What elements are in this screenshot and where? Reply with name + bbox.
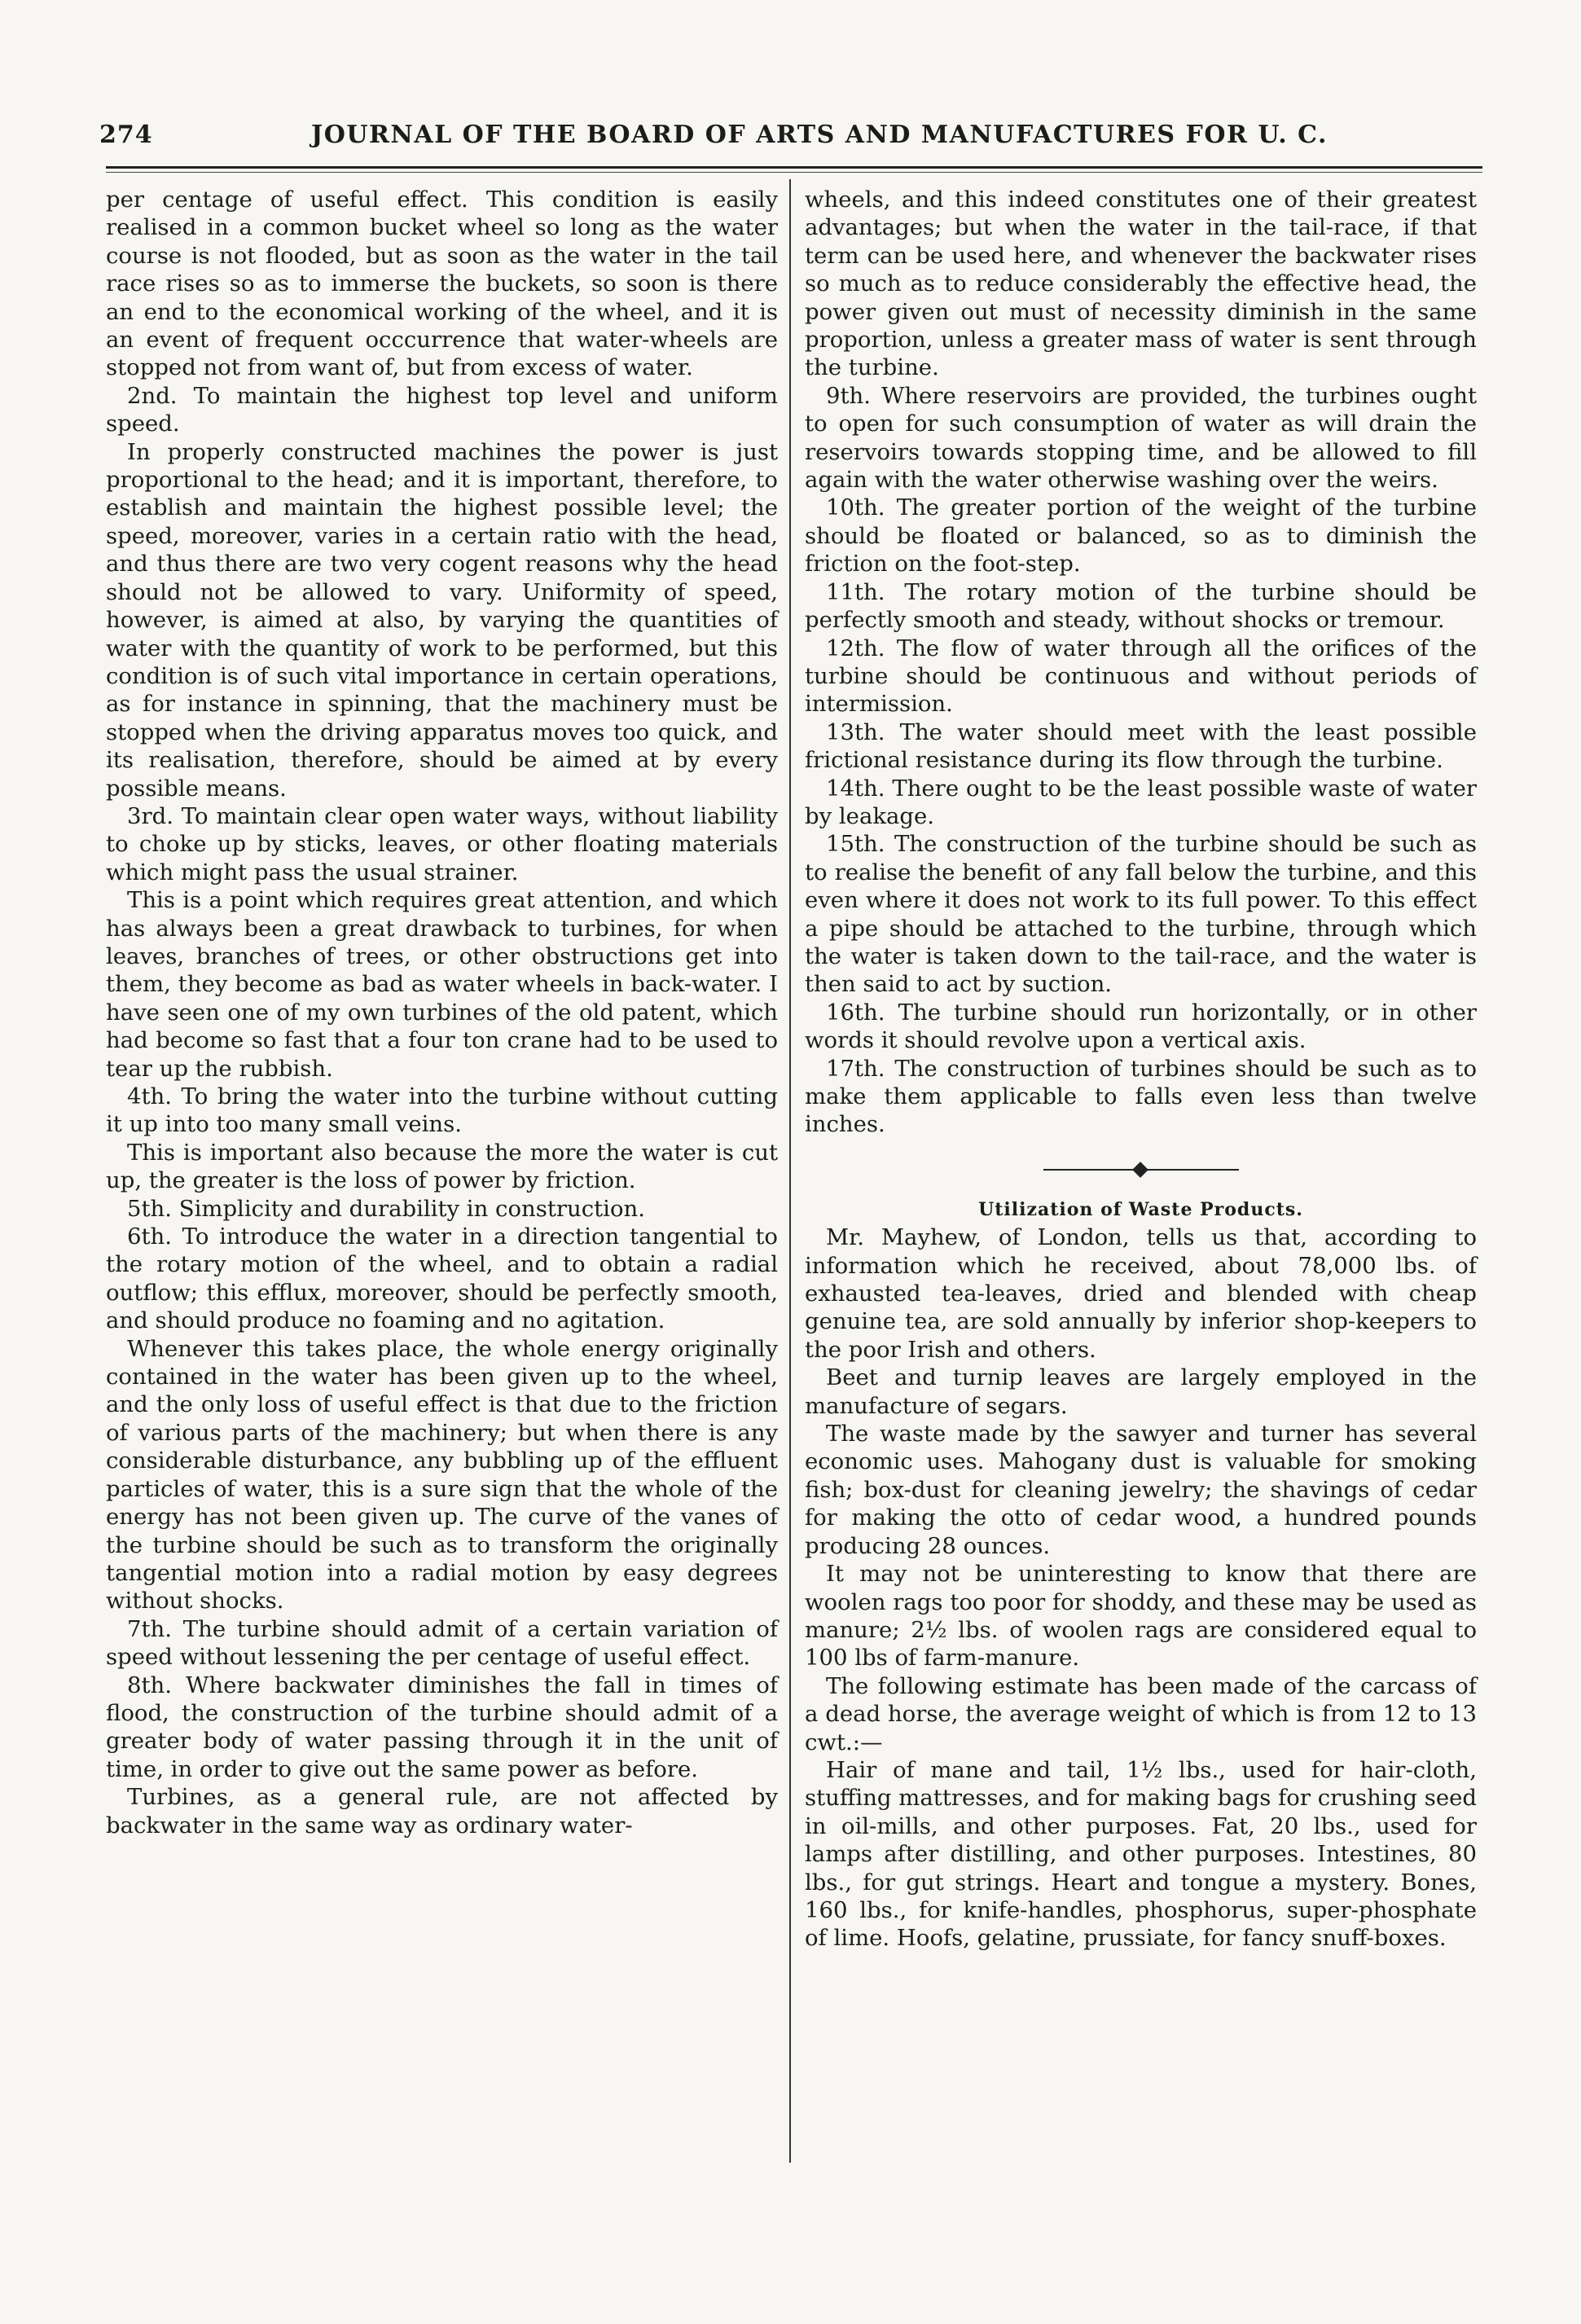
paragraph: 3rd. To maintain clear open water ways, without liability to choke up by sticks, leaves, or other floating materials which might pass the usual strainer.	[106, 802, 778, 885]
paragraph: 5th. Simplicity and durability in construction.	[127, 1195, 645, 1222]
paragraph: 8th. Where backwater diminishes the fall in times of flood, the construction of the turbine should admit of a greater body of water passing through it in the unit of time, in order to give out the same power as before.	[106, 1672, 778, 1782]
page-header	[99, 121, 1484, 160]
paragraph: 2nd. To maintain the highest top level and uniform speed.	[106, 382, 778, 437]
paragraph: The following estimate has been made of the carcass of a dead horse, the average weight of which is from 12 to 13 cwt.:—	[805, 1672, 1477, 1755]
paragraph: Hair of mane and tail, 1½ lbs., used for hair-cloth, stuffing mattresses, and for making bags for crushing seed in oil-mills, and other purposes. Fat, 20 lbs., used for lamps after distilling, and other purposes. Intestines, 80 lbs., for gut strings. Heart and tongue a mystery. Bones, 160 lbs., for knife-handles, phosphorus, super-phosphate of lime. Hoofs, gelatine, prussiate, for fancy snuff-boxes.	[805, 1756, 1477, 1952]
paragraph: 14th. There ought to be the least possible waste of water by leakage.	[805, 775, 1477, 829]
page-number: 274	[99, 121, 153, 149]
paragraph: This is a point which requires great attention, and which has always been a great drawback to turbines, for when leaves, branches of trees, or other obstructions get into them, they become as bad as water wheels in back-water. I have seen one of my own turbines of the old patent, which had become so fast that a four ton crane had to be used to tear up the rubbish.	[106, 887, 778, 1082]
paragraph: 6th. To introduce the water in a direction tangential to the rotary motion of the wheel, and to obtain a radial outflow; this efflux, moreover, should be perfectly smooth, and should produce no foaming and no agitation.	[106, 1224, 778, 1334]
paragraph: 15th. The construction of the turbine should be such as to realise the benefit of any fall below the turbine, and this even where it does not work to its full power. To this effect a pipe should be attached to the turbine, through which the water is taken down to the tail-race, and the water is then said to act by suction.	[805, 831, 1477, 998]
paragraph: 4th. To bring the water into the turbine without cutting it up into too many small veins.	[106, 1083, 778, 1138]
header-rule	[106, 166, 1482, 169]
left-column	[106, 186, 778, 1839]
header-rule-thin	[106, 172, 1482, 173]
paragraph: 13th. The water should meet with the least possible frictional resistance during its flow through the turbine.	[805, 718, 1477, 774]
paragraph: This is important also because the more the water is cut up, the greater is the loss of power by friction.	[106, 1139, 778, 1194]
paragraph: Turbines, as a general rule, are not affected by backwater in the same way as ordinary water-	[106, 1784, 778, 1839]
paragraph: wheels, and this indeed constitutes one of their greatest advantages; but when the water in the tail-race, if that term can be used here, and whenever the backwater rises so much as to reduce considerably the effective head, the power given out must of necessity diminish in the same proportion, unless a greater mass of water is sent through the turbine.	[805, 187, 1477, 381]
section-ornament	[1043, 1162, 1239, 1178]
paragraph: 16th. The turbine should run horizontally, or in other words it should revolve upon a vertical axis.	[805, 999, 1477, 1054]
section-heading: Utilization of Waste Products.	[978, 1198, 1303, 1220]
paragraph: 17th. The construction of turbines should be such as to make them applicable to falls even less than twelve inches.	[805, 1055, 1477, 1138]
paragraph: It may not be uninteresting to know that there are woolen rags too poor for shoddy, and these may be used as manure; 2½ lbs. of woolen rags are considered equal to 100 lbs of farm-manure.	[805, 1561, 1477, 1672]
paragraph: 12th. The flow of water through all the orifices of the turbine should be continuous and without periods of intermission.	[805, 635, 1477, 718]
running-title: JOURNAL OF THE BOARD OF ARTS AND MANUFACTURES FOR U. C.	[311, 121, 1328, 149]
paragraph: The waste made by the sawyer and turner has several economic uses. Mahogany dust is valuable for smoking fish; box-dust for cleaning jewelry; the shavings of cedar for making the otto of cedar wood, a hundred pounds producing 28 ounces.	[805, 1421, 1477, 1559]
paragraph: Whenever this takes place, the whole energy originally contained in the water has been given up to the wheel, and the only loss of useful effect is that due to the friction of various parts of the machinery; but when there is any considerable disturbance, any bubbling up of the effluent particles of water, this is a sure sign that the whole of the energy has not been given up. The curve of the vanes of the turbine should be such as to transform the originally tangential motion into a radial motion by easy degrees without shocks.	[106, 1335, 778, 1614]
ornament-diamond	[1132, 1162, 1148, 1178]
paragraph: per centage of useful effect. This condition is easily realised in a common bucket wheel so long as the water course is not flooded, but as soon as the water in the tail race rises so as to immerse the buckets, so soon is there an end to the economical working of the wheel, and it is an event of frequent occcurrence that water-wheels are stopped not from want of, but from excess of water.	[106, 187, 778, 381]
paragraph: 7th. The turbine should admit of a certain variation of speed without lessening the per centage of useful effect.	[106, 1615, 778, 1671]
paragraph: Beet and turnip leaves are largely employed in the manufacture of segars.	[805, 1364, 1477, 1419]
paragraph: 10th. The greater portion of the weight of the turbine should be floated or balanced, so as to diminish the friction on the foot-step.	[805, 494, 1477, 578]
paragraph: Mr. Mayhew, of London, tells us that, according to information which he received, about 78,000 lbs. of exhausted tea-leaves, dried and blended with cheap genuine tea, are sold annually by inferior shop-keepers to the poor Irish and others.	[805, 1224, 1477, 1363]
paragraph: 9th. Where reservoirs are provided, the turbines ought to open for such consumption of water as will drain the reservoirs towards stopping time, and be allowed to fill again with the water otherwise washing over the weirs.	[805, 382, 1477, 494]
right-column	[805, 186, 1477, 1953]
column-divider	[789, 179, 791, 2163]
paragraph: In properly constructed machines the power is just proportional to the head; and it is important, therefore, to establish and maintain the highest possible level; the speed, moreover, varies in a certain ratio with the head, and thus there are two very cogent reasons why the head should not be allowed to vary. Uniformity of speed, however, is aimed at also, by varying the quantities of water with the quantity of work to be performed, but this condition is of such vital importance in certain operations, as for instance in spinning, that the machinery must be stopped when the driving apparatus moves too quick, and its realisation, therefore, should be aimed at by every possible means.	[106, 438, 778, 802]
paragraph: 11th. The rotary motion of the turbine should be perfectly smooth and steady, without shocks or tremour.	[805, 578, 1477, 634]
